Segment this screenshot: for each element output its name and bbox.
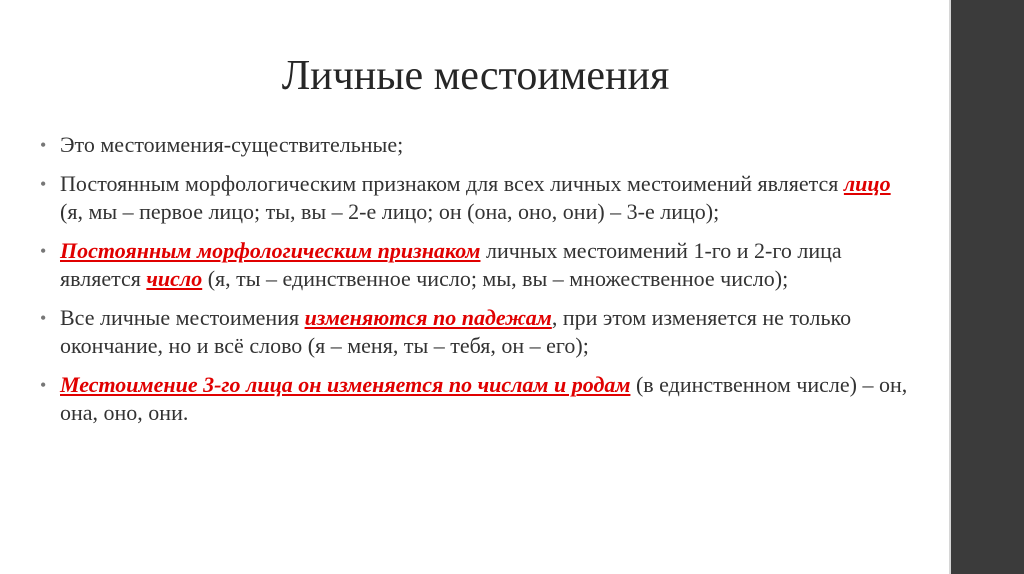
bullet-text: (в единственном числе) – он, она, оно, они. <box>60 372 908 425</box>
bullet-dot-icon: • <box>40 241 47 261</box>
bullet-text: Все личные местоимения <box>60 305 305 330</box>
highlighted-term: Постоянным морфологическим признаком <box>60 238 481 263</box>
bullet-item <box>38 371 918 427</box>
bullet-list <box>38 131 918 438</box>
bullet-item <box>38 131 918 159</box>
slide-title: Личные местоимения <box>281 53 670 99</box>
bullet-item <box>38 170 918 226</box>
bullet-dot-icon: • <box>40 375 47 395</box>
highlighted-term: лицо <box>843 171 891 196</box>
bullet-dot-icon: • <box>40 174 47 194</box>
bullet-dot-icon: • <box>40 308 47 328</box>
bullet-text: личных местоимений 1-го и 2-го лица является <box>60 238 842 291</box>
bullet-text: Постоянным морфологическим признаком для всех личных местоимений является <box>60 171 844 196</box>
bullet-dot-icon: • <box>40 135 47 155</box>
highlighted-term: число <box>146 266 203 291</box>
highlighted-term: Местоимение 3-го лица он изменяется по числам и родам <box>60 372 631 397</box>
highlighted-term: изменяются по падежам <box>304 305 552 330</box>
slide-sidebar <box>951 0 1024 574</box>
bullet-item <box>38 237 918 293</box>
bullet-text: (я, ты – единственное число; мы, вы – множественное число); <box>202 266 789 291</box>
bullet-text: , при этом изменяется не только окончание, но и всё слово (я – меня, ты – тебя, он – его); <box>60 305 852 358</box>
bullet-text: Это местоимения-существительные; <box>60 132 404 157</box>
bullet-item <box>38 304 918 360</box>
bullet-text: (я, мы – первое лицо; ты, вы – 2-е лицо; он (она, оно, они) – 3-е лицо); <box>60 199 720 224</box>
